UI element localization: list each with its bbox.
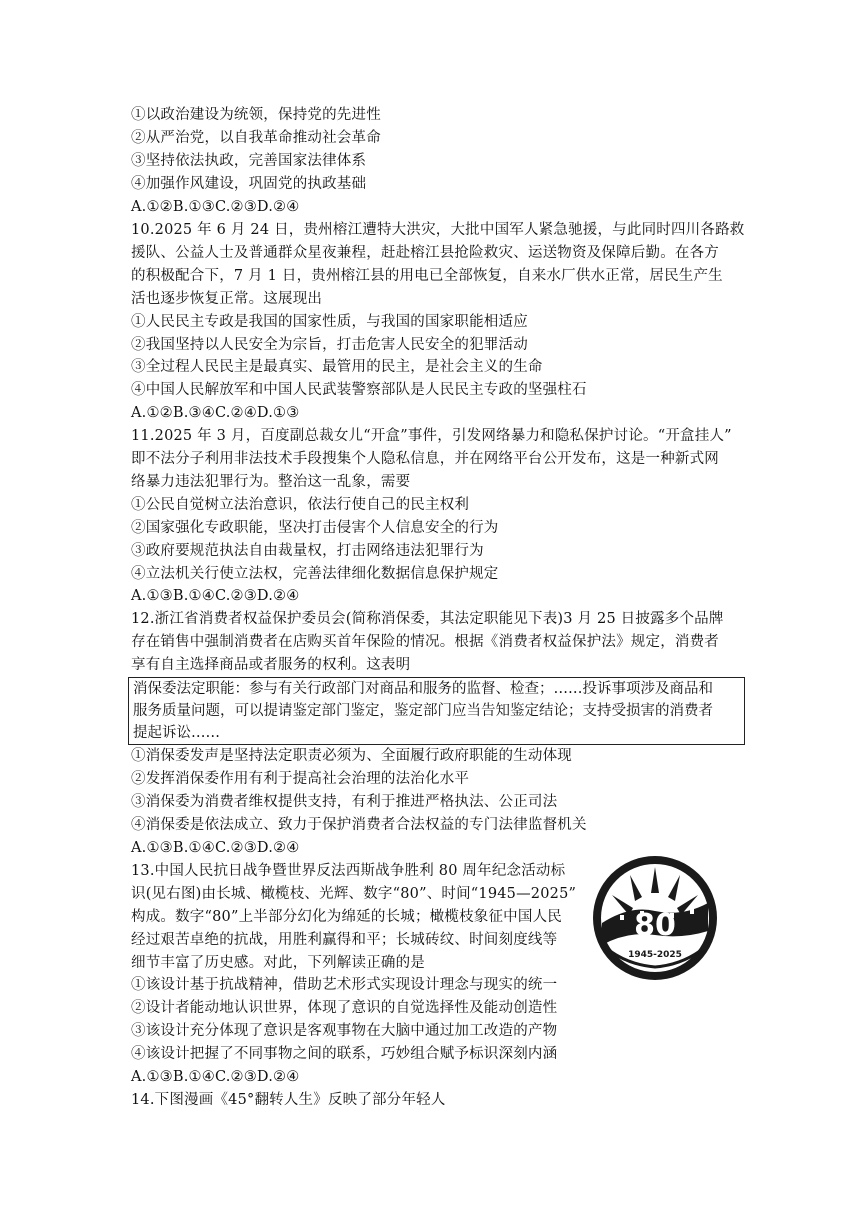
q9-option-1: ①以政治建设为统领，保持党的先进性 — [131, 107, 381, 123]
q10-stem-line-2: 援队、公益人士及普通群众星夜兼程，赶赴榕江县抢险救灾、运送物资及保障后勤。在各方 — [131, 245, 719, 261]
q12-info-box — [128, 677, 745, 745]
q11-option-2: ②国家强化专政职能，坚决打击侵害个人信息安全的行为 — [131, 520, 499, 536]
q12-stem-line-1: 12.浙江省消费者权益保护委员会(简称消保委，其法定职能见下表)3 月 25 日披露多个品牌 — [131, 611, 724, 627]
q13-option-4: ④该设计把握了不同事物之间的联系，巧妙组合赋予标识深刻内涵 — [131, 1046, 558, 1062]
q14-stem-line-1: 14.下图漫画《45°翻转人生》反映了部分年轻人 — [131, 1092, 446, 1108]
q12-stem-line-3: 享有自主选择商品或者服务的权利。这表明 — [131, 657, 411, 673]
q11-option-1: ①公民自觉树立法治意识，依法行使自己的民主权利 — [131, 497, 470, 513]
q12-choices: A.①③B.①④C.②③D.②④ — [131, 840, 300, 856]
q10-option-4: ④中国人民解放军和中国人民武装警察部队是人民民主专政的坚强柱石 — [131, 382, 587, 398]
q10-stem-line-3: 的积极配合下，7 月 1 日，贵州榕江县的用电已全部恢复，自来水厂供水正常，居民生产生 — [131, 268, 723, 284]
q12-box-line-3: 提起诉讼…… — [133, 725, 220, 741]
q9-choices: A.①②B.①③C.②③D.②④ — [131, 199, 300, 215]
q12-option-4: ④消保委是依法成立、致力于保护消费者合法权益的专门法律监督机关 — [131, 817, 587, 833]
q11-option-3: ③政府要规范执法自由裁量权，打击网络违法犯罪行为 — [131, 543, 484, 559]
q13-choices: A.①③B.①④C.②③D.②④ — [131, 1069, 300, 1085]
q12-stem-line-2: 存在销售中强制消费者在店购买首年保险的情况。根据《消费者权益保护法》规定，消费者 — [131, 634, 719, 650]
logo-years: 1945-2025 — [628, 950, 682, 960]
q11-choices: A.①③B.①④C.②③D.②④ — [131, 588, 300, 604]
q10-option-3: ③全过程人民民主是最真实、最管用的民主，是社会主义的生命 — [131, 359, 543, 375]
q13-stem-line-4: 经过艰苦卓绝的抗战，用胜利赢得和平；长城砖纹、时间刻度线等 — [131, 932, 558, 948]
q11-stem-line-2: 即不法分子利用非法技术手段搜集个人隐私信息，并在网络平台公开发布，这是一种新式网 — [131, 451, 719, 467]
q13-stem-line-5: 细节丰富了历史感。对此，下列解读正确的是 — [131, 955, 425, 971]
q9-option-4: ④加强作风建设，巩固党的执政基础 — [131, 176, 367, 192]
q11-stem-line-1: 11.2025 年 3 月，百度副总裁女儿“开盒”事件，引发网络暴力和隐私保护讨论。“开盒挂人” — [131, 428, 732, 444]
q12-box-line-1: 消保委法定职能：参与有关行政部门对商品和服务的监督、检查；……投诉事项涉及商品和 — [133, 681, 713, 697]
q10-option-1: ①人民民主专政是我国的国家性质，与我国的国家职能相适应 — [131, 314, 528, 330]
q12-option-1: ①消保委发声是坚持法定职责必须为、全面履行政府职能的生动体现 — [131, 748, 572, 764]
q13-stem-line-2: 识(见右图)由长城、橄榄枝、光辉、数字“80”、时间“1945—2025” — [131, 886, 577, 902]
q11-option-4: ④立法机关行使立法权，完善法律细化数据信息保护规定 — [131, 566, 499, 582]
q10-option-2: ②我国坚持以人民安全为宗旨，打击危害人民安全的犯罪活动 — [131, 337, 528, 353]
logo-number: 80 — [634, 908, 676, 943]
q12-option-3: ③消保委为消费者维权提供支持，有利于推进严格执法、公正司法 — [131, 794, 558, 810]
q12-box-line-2: 服务质量问题，可以提请鉴定部门鉴定，鉴定部门应当告知鉴定结论；支持受损害的消费者 — [133, 703, 713, 719]
q13-stem-line-1: 13.中国人民抗日战争暨世界反法西斯战争胜利 80 周年纪念活动标 — [131, 863, 566, 879]
q9-option-3: ③坚持依法执政，完善国家法律体系 — [131, 153, 367, 169]
q12-option-2: ②发挥消保委作用有利于提高社会治理的法治化水平 — [131, 771, 470, 787]
q13-option-2: ②设计者能动地认识世界，体现了意识的自觉选择性及能动创造性 — [131, 1000, 558, 1016]
q10-choices: A.①②B.③④C.②④D.①③ — [131, 405, 300, 421]
q10-stem-line-1: 10.2025 年 6 月 24 日，贵州榕江遭特大洪灾，大批中国军人紧急驰援，与此同时四川各路救 — [131, 222, 745, 238]
q10-stem-line-4: 活也逐步恢复正常。这展现出 — [131, 291, 323, 307]
q13-stem-line-3: 构成。数字“80”上半部分幻化为绵延的长城；橄榄枝象征中国人民 — [131, 909, 562, 925]
q11-stem-line-3: 络暴力违法犯罪行为。整治这一乱象，需要 — [131, 474, 411, 490]
q13-option-3: ③该设计充分体现了意识是客观事物在大脑中通过加工改造的产物 — [131, 1023, 558, 1039]
q13-option-1: ①该设计基于抗战精神，借助艺术形式实现设计理念与现实的统一 — [131, 977, 558, 993]
q9-option-2: ②从严治党，以自我革命推动社会革命 — [131, 130, 381, 146]
anniversary-logo-image — [590, 853, 720, 983]
